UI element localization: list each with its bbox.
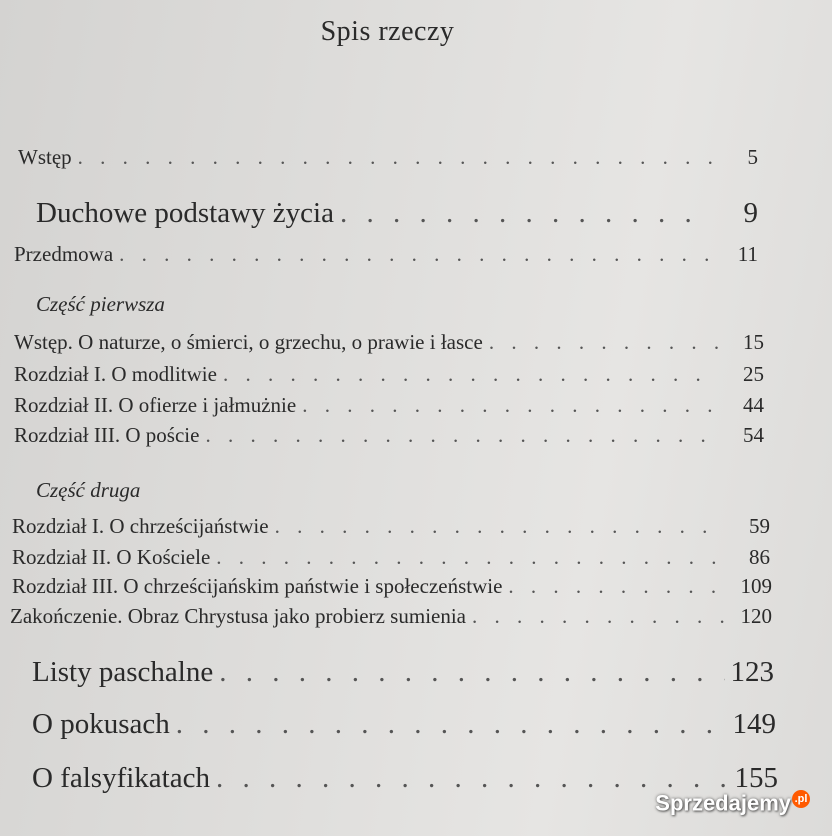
toc-entry-label: Rozdział II. O Kościele — [12, 545, 211, 569]
toc-entry — [14, 242, 758, 267]
toc-leader-dots — [472, 604, 726, 629]
toc-entry-label: Rozdział III. O poście — [14, 423, 200, 447]
toc-leader-dots — [302, 393, 718, 418]
toc-leader-dots — [205, 423, 718, 448]
toc-entry — [10, 604, 772, 629]
toc-entry-page: 5 — [747, 145, 758, 169]
toc-entry — [14, 423, 764, 448]
toc-entry-label: Rozdział III. O chrześcijańskim państwie i społeczeństwie — [12, 574, 503, 598]
toc-entry-label: O pokusach — [32, 708, 170, 740]
page-title: Spis rzeczy — [320, 16, 455, 47]
toc-entry — [12, 514, 770, 539]
toc-entry-label: Rozdział I. O modlitwie — [14, 362, 217, 386]
toc-leader-dots — [176, 708, 727, 741]
toc-entry-label: Zakończenie. Obraz Chrystusa jako probierz sumienia — [10, 604, 467, 628]
toc-entry — [18, 145, 758, 170]
toc-entry-page: 149 — [732, 708, 776, 740]
watermark-suffix-badge: .pl — [792, 790, 810, 808]
toc-entry — [32, 708, 776, 741]
part-heading-2: Część druga — [36, 478, 141, 502]
toc-entry-page: 109 — [740, 574, 772, 598]
toc-entry-page: 15 — [743, 330, 764, 354]
toc-entry-label: Duchowe podstawy życia — [36, 197, 334, 229]
toc-leader-dots — [216, 762, 729, 795]
toc-leader-dots — [223, 362, 718, 387]
toc-entry-label: Wstęp. O naturze, o śmierci, o grzechu, o prawie i łasce — [14, 330, 483, 354]
toc-entry-page: 59 — [749, 514, 770, 538]
toc-entry — [12, 545, 770, 570]
part-heading-1: Część pierwsza — [36, 292, 165, 316]
toc-leader-dots — [508, 574, 726, 599]
watermark-brand: Sprzedajemy — [655, 790, 791, 815]
sprzedajemy-watermark — [655, 790, 810, 816]
toc-entry — [36, 197, 758, 230]
toc-leader-dots — [275, 514, 724, 539]
toc-entry-page: 86 — [749, 545, 770, 569]
toc-leader-dots — [216, 545, 724, 570]
toc-entry-label: Wstęp — [18, 145, 72, 169]
toc-entry-label: Rozdział I. O chrześcijaństwie — [12, 514, 269, 538]
toc-entry — [32, 656, 774, 689]
toc-entry-page: 25 — [743, 362, 764, 386]
toc-leader-dots — [340, 197, 712, 230]
toc-entry-label: Listy paschalne — [32, 656, 214, 688]
toc-entry-label: Rozdział II. O ofierze i jałmużnie — [14, 393, 297, 417]
toc-entry-page: 54 — [743, 423, 764, 447]
toc-entry-page: 155 — [734, 762, 778, 794]
toc-entry-page: 44 — [743, 393, 764, 417]
toc-leader-dots — [489, 330, 718, 355]
toc-entry-page: 9 — [743, 197, 758, 229]
toc-leader-dots — [219, 656, 724, 689]
toc-entry-label: O falsyfikatach — [32, 762, 210, 794]
toc-entry-page: 123 — [730, 656, 774, 688]
toc-leader-dots — [119, 242, 712, 267]
toc-entry — [14, 362, 764, 387]
toc-entry — [14, 330, 764, 355]
toc-entry-page: 11 — [737, 242, 758, 266]
toc-entry-page: 120 — [740, 604, 772, 628]
toc-entry — [14, 393, 764, 418]
toc-entry-label: Przedmowa — [14, 242, 114, 266]
toc-entry — [12, 574, 772, 599]
toc-leader-dots — [78, 145, 712, 170]
